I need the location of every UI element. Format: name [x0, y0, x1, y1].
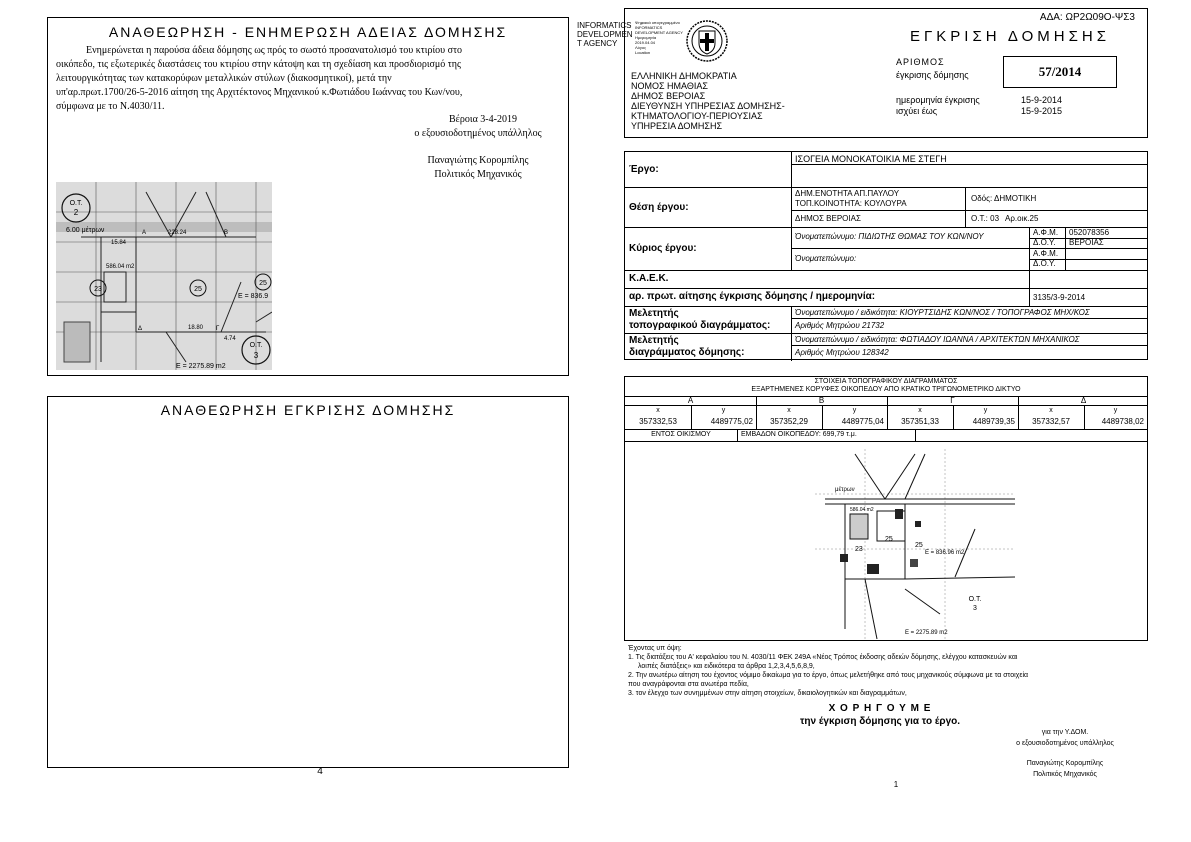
- stamp-line: INFORMATICS: [635, 25, 663, 30]
- location-plot: Αρ.οικ.25: [1005, 214, 1039, 223]
- signer-role: ο εξουσιοδοτημένος υπάλληλος: [414, 128, 542, 139]
- protocol-value: 3135/3-9-2014: [1033, 293, 1086, 302]
- stamp-line: Ψηφιακά υπογεγραμμένο: [635, 20, 680, 25]
- informatics-line: T AGENCY: [577, 39, 618, 48]
- doy-value-1: ΒΕΡΟΙΑΣ: [1069, 238, 1104, 247]
- body-line: οικόπεδο, τις εξωτερικές διαστάσεις του κτιρίου στην κάτοψη και τη σχεδίαση και προσδιορισμό της: [56, 59, 461, 70]
- terms-item: 2. Την ανωτέρω αίτηση του έχοντος νόμιμο δικαίωμα για το έργο, όπως μελετήθηκε από τους μηχανικούς σύμφωνα με τα στοιχεία: [628, 672, 1029, 679]
- y-label: y: [852, 407, 857, 414]
- body-line: λειτουργικότητας των κατακορύφων μεταλλικών στύλων (διακοσμητικοί), μετά την: [56, 73, 392, 84]
- sketch-area-total-right: Ε = 2275.89 m2: [905, 630, 948, 636]
- revision-approval-title: ΑΝΑΘΕΩΡΗΣΗ ΕΓΚΡΙΣΗΣ ΔΟΜΗΣΗΣ: [160, 402, 456, 418]
- sketch-area-big-right: Ε = 836.96 m2: [925, 550, 965, 556]
- revision-update-title: ΑΝΑΘΕΩΡΗΣΗ - ΕΝΗΜΕΡΩΣΗ ΑΔΕΙΑΣ ΔΟΜΗΣΗΣ: [108, 24, 508, 40]
- coords-title-1: ΣΤΟΙΧΕΙΑ ΤΟΠΟΓΡΑΦΙΚΟΥ ΔΙΑΓΡΑΜΜΑΤΟΣ: [814, 378, 958, 385]
- point-y: 4489738,02: [1101, 417, 1144, 426]
- sketch-dim4: 4.74: [224, 336, 236, 342]
- stamp-line: Λόγος: [635, 45, 647, 50]
- approval-number: 57/2014: [1038, 64, 1082, 79]
- sketch-ot-bottom-num: 3: [253, 351, 259, 360]
- x-label: x: [918, 407, 922, 414]
- site-sketch-svg: [56, 182, 272, 370]
- topo-registry: Αριθμός Μητρώου 21732: [795, 321, 885, 330]
- authority-line: ΚΤΗΜΑΤΟΛΟΓΙΟΥ-ΠΕΡΙΟΥΣΙΑΣ: [631, 111, 763, 121]
- x-label: x: [787, 407, 791, 414]
- point-x: 357352,29: [770, 417, 808, 426]
- sketch-road: 6.00 μέτρων: [66, 227, 105, 234]
- sketch-point-a: A: [142, 230, 147, 236]
- point-y: 4489775,04: [841, 417, 884, 426]
- protocol-label: αρ. πρωτ. αίτησης έγκρισης δόμησης / ημερομηνία:: [629, 291, 876, 302]
- arch-name: Όνοματεπώνυμο / ειδικότητα: ΦΩΤΙΑΔΟΥ ΙΩΑΝΝΑ / ΑΡΧΙΤΕΚΤΩΝ ΜΗΧΑΝΙΚΟΣ: [795, 335, 1080, 344]
- terms-item: 1. Τις διατάξεις του Α' κεφαλαίου του Ν. 4030/11 ΦΕΚ 249Α «Νέος Τρόπος έκδοσης αδειών δόμησης, ελέγχου κατασκευών και: [628, 654, 1018, 661]
- point-x: 357351,33: [901, 417, 939, 426]
- project-table: [624, 151, 1148, 360]
- location-community: ΤΟΠ.ΚΟΙΝΟΤΗΤΑ: ΚΟΥΛΟΥΡΑ: [795, 199, 907, 208]
- arch-registry: Αριθμός Μητρώου 128342: [795, 348, 889, 357]
- number-sublabel: έγκρισης δόμησης: [896, 70, 969, 80]
- kaek-label: Κ.Α.Ε.Κ.: [629, 273, 669, 284]
- sketch-point-d: Δ: [138, 326, 143, 332]
- point-name: Δ: [1080, 396, 1087, 405]
- location-unit: ΔΗΜ.ΕΝΟΤΗΤΑ ΑΠ.ΠΑΥΛΟΥ: [795, 189, 900, 198]
- stamp-line: 2019.04.04: [635, 40, 656, 45]
- signature-line: Πολιτικός Μηχανικός: [1033, 771, 1097, 778]
- sketch-area-total: Ε = 2275.89 m2: [176, 363, 226, 370]
- informatics-line: DEVELOPMEN: [577, 30, 633, 39]
- project-label: Έργο:: [629, 164, 659, 175]
- authority-line: ΥΠΗΡΕΣΙΑ ΔΟΜΗΣΗΣ: [631, 121, 723, 131]
- stamp-line: DEVELOPMENT AGENCY: [635, 30, 683, 35]
- approve-heading: Χ Ο Ρ Η Γ Ο Υ Μ Ε: [828, 703, 932, 714]
- sketch-ot-bottom: Ο.Τ.: [249, 342, 263, 349]
- sketch-lot-23: 23: [94, 286, 102, 293]
- afm-label-1: Α.Φ.Μ.: [1033, 228, 1059, 237]
- signer-name: Παναγιώτης Κορομπίλης: [427, 155, 529, 166]
- point-name: Α: [687, 396, 694, 405]
- terms-heading: Έχοντας υπ όψη:: [628, 645, 682, 652]
- terms-item: λοιπές διατάξεις» και ειδικότερα τα άρθρα 1,2,3,4,5,6,8,9,: [638, 663, 815, 670]
- signature-line: για την Υ.ΔΟΜ.: [1041, 729, 1089, 736]
- location-block: Ο.Τ.: 03: [971, 214, 1000, 223]
- y-label: y: [983, 407, 988, 414]
- place-date: Βέροια 3-4-2019: [449, 114, 517, 125]
- signature-line: Παναγιώτης Κορομπίλης: [1026, 760, 1104, 767]
- valid-until-label: ισχύει έως: [896, 106, 938, 116]
- sketch-ot-top-num: 2: [73, 208, 79, 217]
- sketch-ot-right: Ο.Τ.: [968, 596, 982, 603]
- location-label: Θέση έργου:: [629, 202, 689, 213]
- sketch-road-label: μέτρων: [835, 487, 855, 493]
- digital-signature-stamp: [635, 20, 683, 55]
- signer-title: Πολιτικός Μηχανικός: [434, 169, 522, 180]
- point-name: Β: [818, 396, 825, 405]
- sketch-area-big: Ε = 836.9: [238, 293, 269, 300]
- terms-block: [628, 644, 1148, 698]
- topo-name: Όνοματεπώνυμο / ειδικότητα: ΚΙΟΥΡΤΣΙΔΗΣ ΚΩΝ/ΝΟΣ / ΤΟΠΟΓΡΑΦΟΣ ΜΗΧ/ΚΟΣ: [795, 308, 1090, 317]
- point-name: Γ: [950, 396, 955, 405]
- stamp-line: Ημερομηνία: [635, 35, 657, 40]
- y-label: y: [721, 407, 726, 414]
- sketch-area-small: 586.04 m2: [106, 264, 135, 270]
- approval-header: [624, 8, 1148, 138]
- page-number-left: 4: [317, 766, 323, 777]
- within-settlement: ΕΝΤΟΣ ΟΙΚΙΣΜΟΥ: [651, 431, 711, 438]
- issue-date-label: ημερομηνία έγκρισης: [896, 95, 980, 105]
- sketch-area-small-right: 586.04 m2: [850, 507, 874, 513]
- sketch-lot-23-right: 23: [855, 546, 863, 553]
- issue-date-value: 15-9-2014: [1021, 95, 1063, 105]
- arch-label-1: Μελετητής: [629, 335, 679, 346]
- sketch-point-g: Γ: [216, 326, 220, 332]
- sketch-lot-25b-right: 25: [915, 542, 923, 549]
- revision-update-body: [56, 44, 561, 114]
- location-street: Οδός: ΔΗΜΟΤΙΚΗ: [971, 194, 1037, 203]
- project-value: ΙΣΟΓΕΙΑ ΜΟΝΟΚΑΤΟΙΚΙΑ ΜΕ ΣΤΕΓΗ: [795, 154, 947, 164]
- approval-number-box: [1003, 56, 1117, 88]
- afm-value-1: 052078356: [1069, 228, 1110, 237]
- sketch-lot-25b: 25: [259, 280, 267, 287]
- x-label: x: [1049, 407, 1053, 414]
- sketch-lot-25: 25: [194, 286, 202, 293]
- point-y: 4489739,35: [972, 417, 1015, 426]
- point-x: 357332,57: [1032, 417, 1070, 426]
- plot-sketch: [805, 449, 1025, 639]
- x-label: x: [656, 407, 660, 414]
- approve-subheading: την έγκριση δόμησης για το έργο.: [799, 716, 961, 727]
- greek-emblem-icon: [685, 19, 729, 63]
- valid-until-value: 15-9-2015: [1021, 106, 1063, 116]
- terms-item: 3. τον έλεγχο των συνημμένων στην αίτηση στοιχείων, δικαιολογητικών και διαγραμμάτων,: [628, 690, 907, 697]
- revision-update-panel: [47, 17, 569, 376]
- owner-2: Όνοματεπώνυμο:: [795, 254, 857, 263]
- authority-line: ΔΙΕΥΘΥΝΣΗ ΥΠΗΡΕΣΙΑΣ ΔΟΜΗΣΗΣ-: [631, 101, 785, 111]
- afm-label-2: Α.Φ.Μ.: [1033, 249, 1059, 258]
- sketch-dim1: 228.24: [168, 230, 187, 236]
- owner-label: Κύριος έργου:: [629, 243, 697, 254]
- body-line: σύμφωνα με το Ν.4030/11.: [56, 101, 165, 112]
- sketch-point-b: B: [224, 230, 229, 236]
- authority-line: ΝΟΜΟΣ ΗΜΑΘΙΑΣ: [631, 81, 708, 91]
- sketch-dim2: 18.80: [188, 325, 204, 331]
- revision-approval-panel: [47, 396, 569, 768]
- page-number-right: 1: [893, 780, 899, 789]
- y-label: y: [1113, 407, 1118, 414]
- signature-line: ο εξουσιοδοτημένος υπάλληλος: [1016, 740, 1114, 747]
- body-line: Ενημερώνεται η παρούσα άδεια δόμησης ως πρός το σωστό προσανατολισμό του κτιρίου στο: [86, 45, 463, 56]
- arch-label-2: διαγράμματος δόμησης:: [629, 347, 745, 358]
- plot-area: ΕΜΒΑΔΟΝ ΟΙΚΟΠΕΔΟΥ: 699,79 τ.μ.: [741, 431, 857, 438]
- point-x: 357332,53: [639, 417, 677, 426]
- coordinates-panel: [624, 376, 1148, 641]
- informatics-line: INFORMATICS: [577, 21, 632, 30]
- number-label: ΑΡΙΘΜΟΣ: [896, 57, 945, 67]
- sketch-ot-num-right: 3: [973, 605, 977, 612]
- sketch-dim3: 15.84: [111, 240, 127, 246]
- doy-label-2: Δ.Ο.Υ.: [1033, 259, 1056, 268]
- location-municipality: ΔΗΜΟΣ ΒΕΡΟΙΑΣ: [795, 214, 861, 223]
- sketch-ot-top: Ο.Τ.: [69, 200, 83, 207]
- topo-label-2: τοπογραφικού διαγράμματος:: [629, 320, 771, 331]
- document-title: ΕΓΚΡΙΣΗ ΔΟΜΗΣΗΣ: [910, 28, 1110, 45]
- authority-block: [631, 71, 785, 131]
- site-sketch-photo: [56, 182, 272, 370]
- body-line: υπ'αρ.πρωτ.1700/26-5-2016 αίτηση της Αρχιτέκτονος Μηχανικού κ.Φωτιάδου Ιωάννας του Κων/νου,: [56, 87, 463, 98]
- terms-item: που αναγράφονται στα ανωτέρα πεδία,: [628, 681, 749, 688]
- coords-title-2: ΕΞΑΡΤΗΜΕΝΕΣ ΚΟΡΥΦΕΣ ΟΙΚΟΠΕΔΟΥ ΑΠΟ ΚΡΑΤΙΚΟ ΤΡΙΓΩΝΟΜΕΤΡΙΚΟ ΔΙΚΤΥΟ: [751, 386, 1021, 393]
- stamp-line: Location: [635, 50, 651, 55]
- topo-label-1: Μελετητής: [629, 308, 679, 319]
- authority-line: ΔΗΜΟΣ ΒΕΡΟΙΑΣ: [631, 91, 706, 101]
- owner-1: Όνοματεπώνυμο: ΠΙΔΙΩΤΗΣ ΘΩΜΑΣ ΤΟΥ ΚΩΝ/ΝΟΥ: [795, 232, 984, 241]
- doy-label-1: Δ.Ο.Υ.: [1033, 238, 1056, 247]
- authority-line: ΕΛΛΗΝΙΚΗ ΔΗΜΟΚΡΑΤΙΑ: [631, 71, 737, 81]
- sketch-lot-25-right: 25: [885, 536, 893, 543]
- ada-code: ΑΔΑ: ΩΡ2Ω09Ο-ΨΣ3: [1039, 12, 1135, 23]
- point-y: 4489775,02: [710, 417, 753, 426]
